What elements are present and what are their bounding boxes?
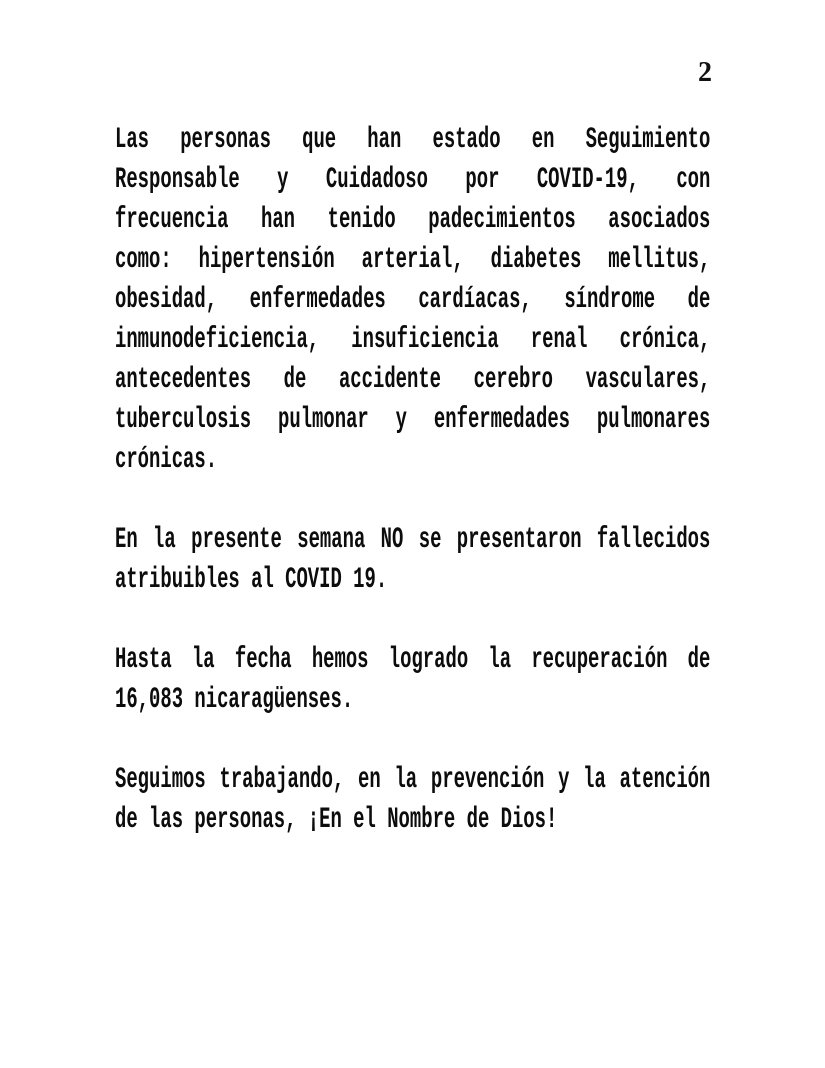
text-line: antecedentes de accidente cerebro vasculares, — [115, 363, 711, 397]
text-line: 16,083 nicaragüenses. — [115, 683, 354, 717]
text-line: frecuencia han tenido padecimientos asociados — [115, 203, 711, 237]
text-line: como: hipertensión arterial, diabetes mellitus, — [115, 243, 711, 277]
paragraph — [115, 760, 710, 840]
page-number: 2 — [698, 57, 712, 88]
text-line: Las personas que han estado en Seguimiento — [115, 123, 711, 157]
paragraph — [115, 120, 710, 480]
paragraph — [115, 640, 710, 720]
text-line: Responsable y Cuidadoso por COVID-19, con — [115, 163, 711, 197]
text-line: de las personas, ¡En el Nombre de Dios! — [115, 803, 558, 837]
text-line: En la presente semana NO se presentaron fallecidos — [115, 523, 711, 557]
text-line: inmunodeficiencia, insuficiencia renal crónica, — [115, 323, 711, 357]
document-body — [115, 120, 710, 880]
text-line: Hasta la fecha hemos logrado la recuperación de — [115, 643, 711, 677]
text-line: crónicas. — [115, 443, 218, 477]
text-line: Seguimos trabajando, en la prevención y la atención — [115, 763, 711, 797]
text-line: atribuibles al COVID 19. — [115, 563, 388, 597]
text-line: tuberculosis pulmonar y enfermedades pulmonares — [115, 403, 711, 437]
text-line: obesidad, enfermedades cardíacas, síndrome de — [115, 283, 711, 317]
paragraph — [115, 520, 710, 600]
